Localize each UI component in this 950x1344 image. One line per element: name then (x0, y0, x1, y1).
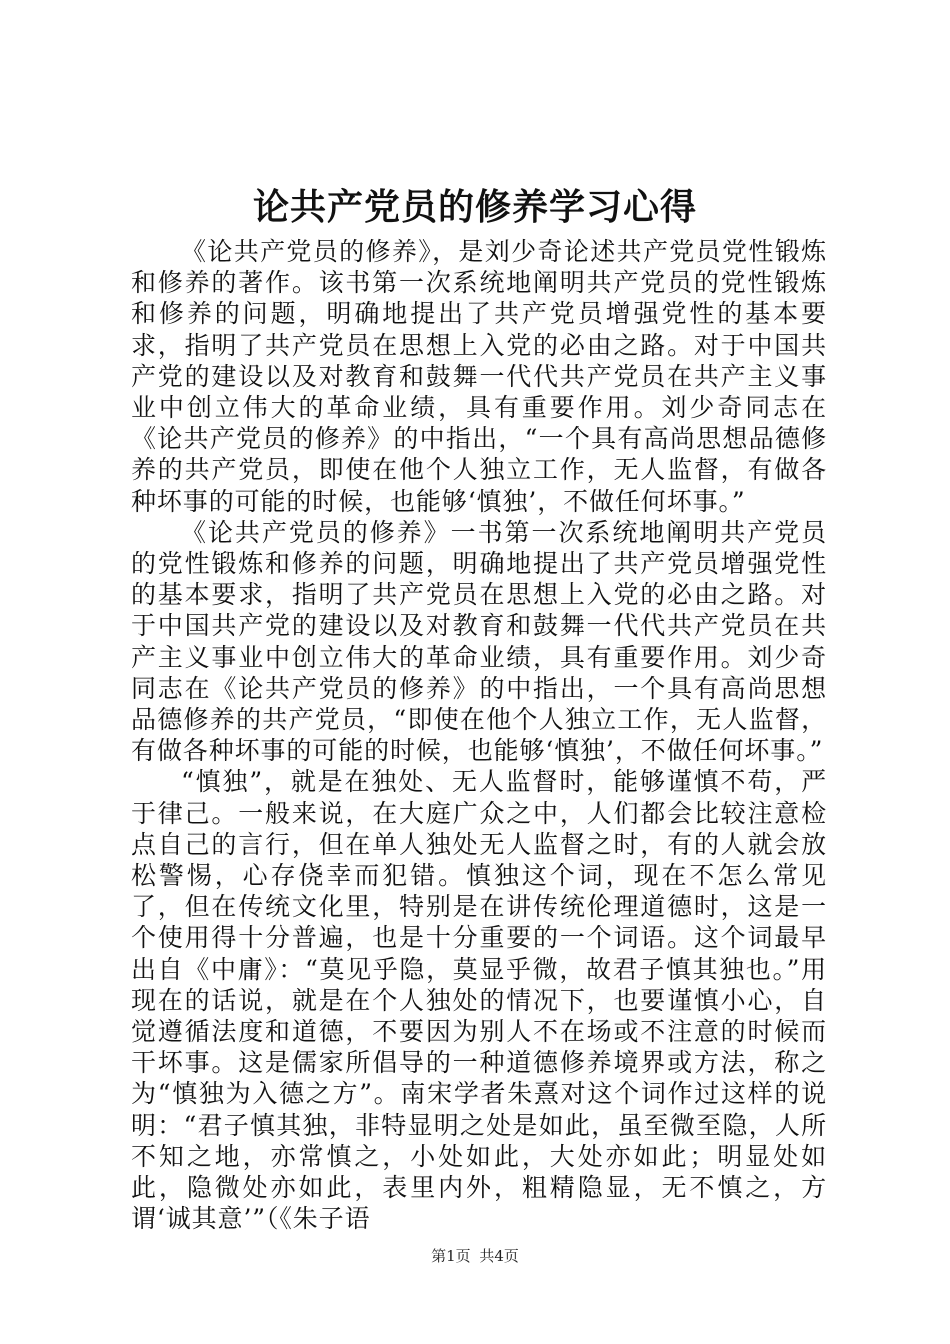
document-title: 论共产党员的修养学习心得 (252, 187, 697, 228)
page-number: 第1页 (431, 1247, 471, 1265)
paragraph-1: 《论共产党员的修养》，是刘少奇论述共产党员党性锻炼和修养的著作。该书第一次系统地阐明共产党员的党性锻炼和修养的问题，明确地提出了共产党员增强党性的基本要求，指明了共产党员在思想上入党的必由之路。对于中国共产党的建设以及对教育和鼓舞一代代共产党员在共产主义事业中创立伟大的革命业绩，具有重要作用。刘少奇同志在《论共产党员的修养》的中指出，“一个具有高尚思想品德修养的共产党员，即使在他个人独立工作，无人监督，有做各种坏事的可能的时候，也能够‘慎独’，不做任何坏事。” (131, 237, 827, 516)
page-footer (0, 1246, 950, 1266)
paragraph-3: “慎独”，就是在独处、无人监督时，能够谨慎不苟，严于律己。一般来说，在大庭广众之中，人们都会比较注意检点自己的言行，但在单人独处无人监督之时，有的人就会放松警惕，心存侥幸而犯错。慎独这个词，现在不怎么常见了，但在传统文化里，特别是在讲传统伦理道德时，这是一个使用得十分普遍，也是十分重要的一个词语。这个词最早出自《中庸》：“莫见乎隐，莫显乎微，故君子慎其独也。”用现在的话说，就是在个人独处的情况下，也要谨慎小心，自觉遵循法度和道德，不要因为别人不在场或不注意的时候而干坏事。这是儒家所倡导的一种道德修养境界或方法，称之为“慎独为入德之方”。南宋学者朱熹对这个词作过这样的说明：“君子慎其独，非特显明之处是如此，虽至微至隐，人所不知之地，亦常慎之，小处如此，大处亦如此；明显处如此，隐微处亦如此，表里内外，粗精隐显，无不慎之，方谓‘诚其意’”（《朱子语 (131, 767, 827, 1234)
page-total: 共4页 (479, 1247, 519, 1265)
paragraph-2: 《论共产党员的修养》一书第一次系统地阐明共产党员的党性锻炼和修养的问题，明确地提出了共产党员增强党性的基本要求，指明了共产党员在思想上入党的必由之路。对于中国共产党的建设以及对教育和鼓舞一代代共产党员在共产主义事业中创立伟大的革命业绩，具有重要作用。刘少奇同志在《论共产党员的修养》的中指出，一个具有高尚思想品德修养的共产党员，“即使在他个人独立工作，无人监督，有做各种坏事的可能的时候，也能够‘慎独’，不做任何坏事。” (131, 517, 827, 766)
document-body (131, 236, 827, 1235)
